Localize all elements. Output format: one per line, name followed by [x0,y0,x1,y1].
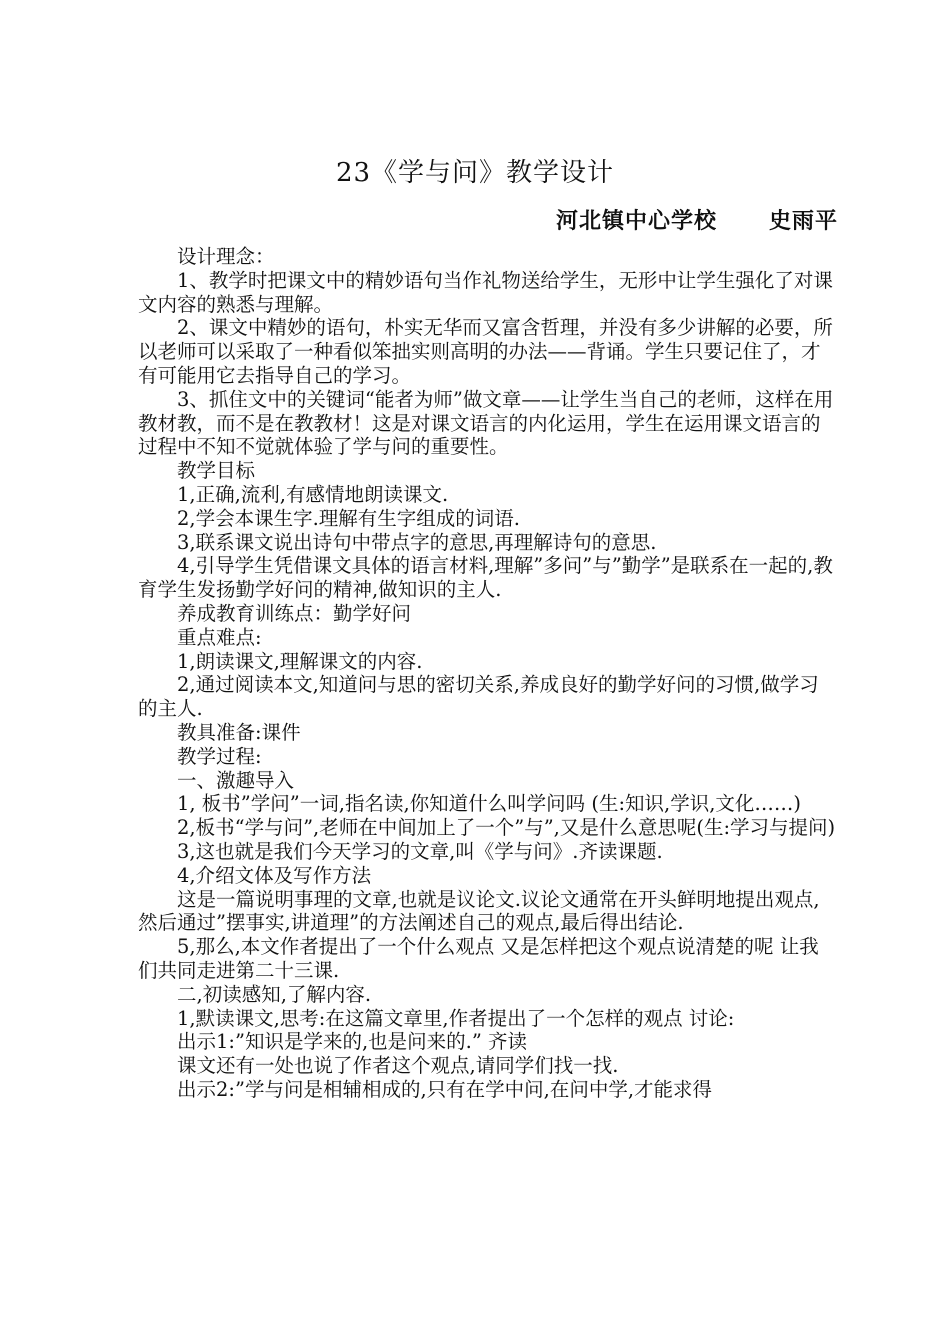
paragraph: 教具准备:课件 [177,720,301,744]
paragraph: 教学过程: [177,744,262,768]
paragraph: 3、抓住文中的关键词“能者为师”做文章——让学生当自己的老师，这样在用教材教，而不是在教教材！这是对课文语言的内化运用，学生在运用课文语言的过程中不知不觉就体验了学与问的重要性。 [138,387,834,459]
paragraph: 4,介绍文体及写作方法 [177,863,372,887]
paragraph: 1, 板书”学问”一词,指名读,你知道什么叫学问吗 (生:知识,学识,文化……) [177,792,802,816]
paragraph: 重点难点: [177,625,262,649]
paragraph: 4,引导学生凭借课文具体的语言材料,理解”多问”与”勤学”是联系在一起的,教育学生发扬勤学好问的精神,做知识的主人. [138,554,833,602]
paragraph: 出示1:”知识是学来的,也是问来的.” 齐读 [177,1030,528,1054]
document-body [138,245,838,1102]
paragraph: 一、激趣导入 [177,768,295,792]
paragraph: 课文还有一处也说了作者这个观点,请同学们找一找. [177,1054,619,1078]
paragraph: 1、教学时把课文中的精妙语句当作礼物送给学生，无形中让学生强化了对课文内容的熟悉与理解。 [138,268,833,316]
paragraph: 3,联系课文说出诗句中带点字的意思,再理解诗句的意思. [177,530,657,554]
paragraph: 养成教育训练点：勤学好问 [177,601,412,625]
paragraph: 3,这也就是我们今天学习的文章,叫《学与问》.齐读课题. [177,839,663,863]
author-line: 河北镇中心学校 史雨平 [556,208,838,234]
paragraph: 教学目标 [177,459,256,483]
paragraph: 5,那么,本文作者提出了一个什么观点 又是怎样把这个观点说清楚的呢 让我们共同走进第二十三课. [138,935,819,982]
paragraph: 2、课文中精妙的语句，朴实无华而又富含哲理，并没有多少讲解的必要，所以老师可以采取了一种看似笨拙实则高明的办法——背诵。学生只要记住了，才有可能用它去指导自己的学习。 [138,316,833,387]
paragraph: 2,学会本课生字.理解有生字组成的词语. [177,506,521,530]
paragraph: 这是一篇说明事理的文章,也就是议论文.议论文通常在开头鲜明地提出观点,然后通过”摆事实,讲道理”的方法阐述自己的观点,最后得出结论. [138,887,820,935]
paragraph: 设计理念： [177,245,275,268]
paragraph: 2,通过阅读本文,知道问与思的密切关系,养成良好的勤学好问的习惯,做学习的主人. [138,673,819,721]
paragraph: 出示2:”学与问是相辅相成的,只有在学中问,在问中学,才能求得 [177,1077,713,1101]
paragraph: 二,初读感知,了解内容. [177,982,372,1006]
paragraph: 1,朗读课文,理解课文的内容. [177,649,423,673]
paragraph: 2,板书“学与问”,老师在中间加上了一个”与”,又是什么意思呢(生:学习与提问) [177,816,836,840]
paragraph: 1,默读课文,思考:在这篇文章里,作者提出了一个怎样的观点 讨论: [177,1006,735,1030]
document-title: 23《学与问》教学设计 [335,158,615,188]
paragraph: 1,正确,流利,有感情地朗读课文. [177,482,449,506]
